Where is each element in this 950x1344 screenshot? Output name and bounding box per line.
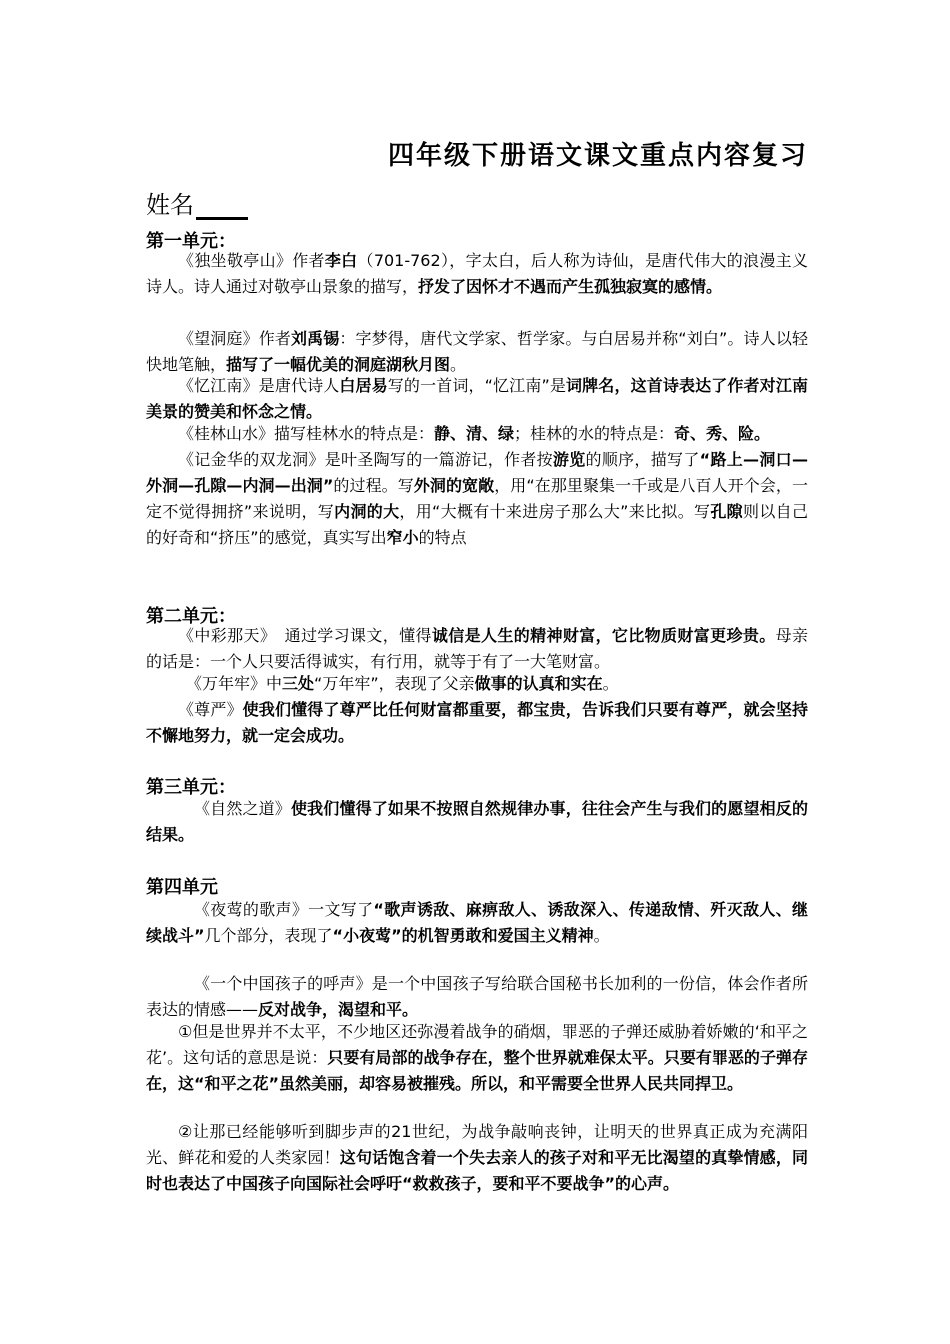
text-run: 《自然之道》	[194, 799, 291, 818]
paragraph	[146, 1019, 808, 1097]
text-run: 《桂林山水》描写桂林水的特点是：	[178, 424, 435, 443]
name-label: 姓名	[146, 191, 194, 219]
text-run: 做事的认真和实在	[474, 674, 603, 693]
text-run: 的顺序，描写了	[585, 450, 700, 469]
text-run: 的特点	[418, 528, 467, 547]
text-run: 三处	[282, 674, 315, 693]
paragraph	[146, 373, 808, 425]
text-run: ，用“大概有十来进房子那么大”来比拟。写	[399, 502, 711, 521]
paragraph	[146, 697, 808, 749]
text-run: 反对战争，渴望和平。	[258, 1000, 419, 1019]
text-run: ②让那已经能够听到脚步声的21世纪，为战争敲响丧钟，让明天的世界真正成为充满阳光、鲜花和爱的人类家园！	[146, 1122, 808, 1167]
unit-2-heading: 第二单元：	[146, 606, 236, 627]
paragraph	[146, 623, 808, 675]
text-run: 则以自己的好奇和“挤压”的感觉，真实写出	[146, 502, 808, 547]
text-run: ，用“在那里聚集一千或是八百人开个会，一定不觉得拥挤”来说明，写	[146, 476, 808, 521]
name-blank-line[interactable]	[196, 193, 248, 220]
text-run: 李白	[324, 251, 358, 270]
text-run: 使我们懂得了尊严比任何财富都重要，都宝贵，告诉我们只要有尊严，就会坚持不懈地努力，就一定会成功。	[146, 700, 808, 745]
unit-1-heading: 第一单元：	[146, 231, 236, 252]
text-run: 《夜莺的歌声》一文写了	[194, 900, 374, 919]
text-run: （701-762），字太白，后人称为诗仙，是唐代伟大的浪漫主义诗人。诗人通过对敬亭山景象的描写，	[146, 251, 808, 296]
text-run: 。	[593, 926, 610, 945]
unit-4-heading: 第四单元	[146, 877, 218, 898]
paragraph	[146, 796, 808, 848]
text-run: 这句话饱含着一个失去亲人的孩子对和平无比渴望的真挚情感，同时也表达了中国孩子向国际社会呼吁“救救孩子，要和平不要战争”的心声。	[146, 1148, 808, 1193]
text-run: 《忆江南》是唐代诗人	[178, 376, 340, 395]
paragraph	[146, 671, 808, 697]
paragraph	[146, 1119, 808, 1197]
name-field	[146, 185, 248, 220]
text-run: 刘禹锡	[290, 329, 340, 348]
text-run: 抒发了因怀才不遇而产生孤独寂寞的感情。	[418, 277, 723, 296]
text-run: 奇、秀、险。	[674, 424, 771, 443]
paragraph	[146, 971, 808, 1023]
text-run: 外洞的宽敞	[413, 476, 495, 495]
text-run: 孔隙	[710, 502, 743, 521]
text-run: 诚信是人生的精神财富，它比物质财富更珍贵。	[431, 626, 776, 645]
text-run: 几个部分，表现了	[204, 926, 333, 945]
text-run: 只要有局部的战争存在，整个世界就难保太平。只要有罪恶的子弹存在，这“和平之花”虽然美丽，却容易被摧残。所以，和平需要全世界人民共同捍卫。	[146, 1048, 808, 1093]
unit-3-heading: 第三单元：	[146, 777, 236, 798]
text-run: 白居易	[339, 376, 388, 395]
text-run: 《一个中国孩子的呼声》是一个中国孩子写给联合国秘书长加利的一份信，体会作者所表达的情感——	[146, 974, 808, 1019]
text-run: 内洞的大	[334, 502, 400, 521]
text-run: 使我们懂得了如果不按照自然规律办事，往往会产生与我们的愿望相反的结果。	[146, 799, 808, 844]
text-run: “小夜莺”的机智勇敢和爱国主义精神	[332, 926, 594, 945]
text-run: ；桂林的水的特点是：	[514, 424, 675, 443]
text-run: ：字梦得，唐代文学家、哲学家。与白居易并称“刘白”。诗人以轻快地笔触，	[146, 329, 808, 374]
paragraph	[146, 248, 808, 300]
text-run: 游览	[552, 450, 586, 469]
text-run: “歌声诱敌、麻痹敌人、诱敌深入、传递敌情、歼灭敌人、继续战斗”	[146, 900, 808, 945]
text-run: 的过程。写	[333, 476, 414, 495]
paragraph	[146, 421, 808, 447]
text-run: 写的一首词，“忆江南”是	[387, 376, 567, 395]
text-run: ①但是世界并不太平，不少地区还弥漫着战争的硝烟，罪恶的子弹还威胁着娇嫩的‘和平之花’。这句话的意思是说：	[146, 1022, 808, 1067]
text-run: 。	[602, 674, 619, 693]
paragraph	[146, 447, 808, 551]
text-run: 《中彩那天》 通过学习课文，懂得	[178, 626, 432, 645]
text-run: 《万年牢》中	[178, 674, 283, 693]
text-run: 《尊严》	[178, 700, 243, 719]
text-run: 描写了一幅优美的洞庭湖秋月图	[226, 355, 451, 374]
paragraph	[146, 897, 808, 949]
text-run: 母亲的话是：一个人只要活得诚实，有行用，就等于有了一大笔财富。	[146, 626, 808, 671]
text-run: 《记金华的双龙洞》是叶圣陶写的一篇游记，作者按	[178, 450, 553, 469]
text-run: 《独坐敬亭山》作者	[178, 251, 325, 270]
text-run: 静、清、绿	[434, 424, 515, 443]
text-run: 窄小	[386, 528, 419, 547]
text-run: 词牌名，这首诗表达了作者对江南美景的赞美和怀念之情。	[146, 376, 808, 421]
text-run: 《望洞庭》作者	[178, 329, 291, 348]
document-title: 四年级下册语文课文重点内容复习	[388, 141, 809, 171]
text-run: 。	[450, 355, 467, 374]
text-run: “路上—洞口—外洞—孔隙—内洞—出洞”	[146, 450, 808, 495]
text-run: “万年牢”，表现了父亲	[314, 674, 475, 693]
paragraph	[146, 326, 808, 378]
